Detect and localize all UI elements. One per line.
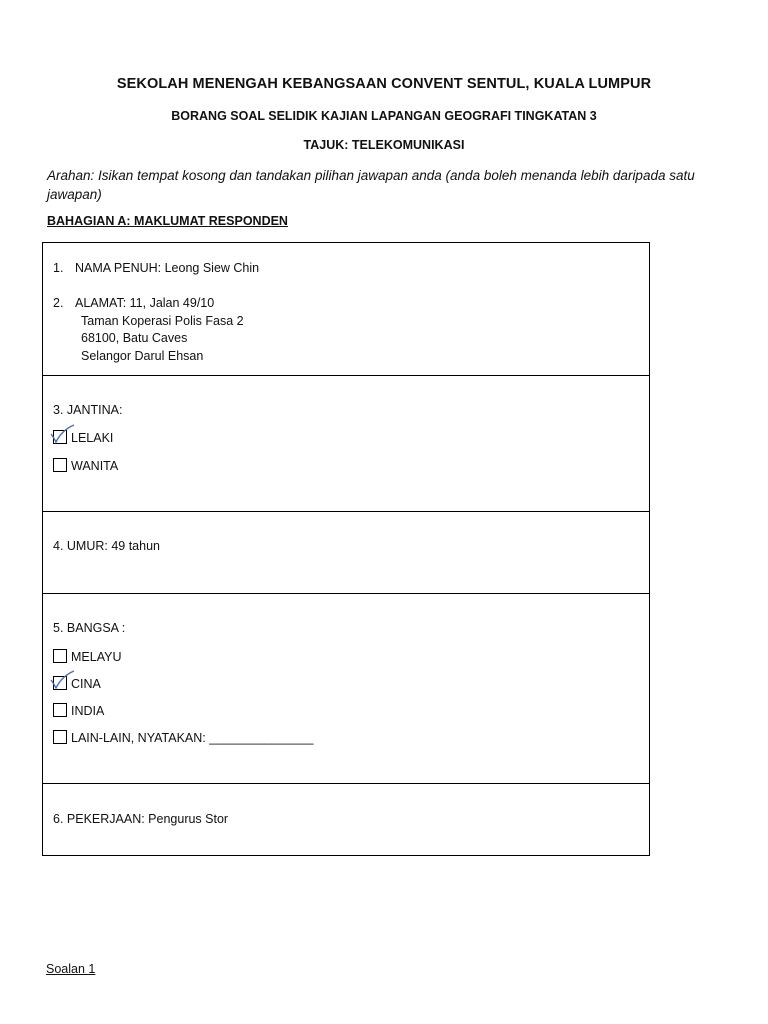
checkbox-lelaki[interactable] [53,430,67,444]
gender-label: 3. JANTINA: [53,403,123,417]
row-gender [43,376,649,512]
address-line-4[interactable]: Selangor Darul Ehsan [81,349,204,363]
form-title: BORANG SOAL SELIDIK KAJIAN LAPANGAN GEOGRAFI TINGKATAN 3 [171,109,597,123]
checkbox-others[interactable] [53,730,67,744]
address-line-1[interactable]: ALAMAT: 11, Jalan 49/10 [75,296,215,310]
row-occupation [43,784,649,855]
topic-title: TAJUK: TELEKOMUNIKASI [303,138,465,152]
school-name: SEKOLAH MENENGAH KEBANGSAAN CONVENT SENTUL, KUALA LUMPUR [116,76,652,92]
gender-option-lelaki[interactable]: LELAKI [53,430,113,446]
question-full-name: 1. NAMA PENUH: Leong Siew Chin [53,261,260,275]
row-race [43,594,649,784]
race-option-others[interactable]: LAIN-LAIN, NYATAKAN: _______________ [53,730,314,746]
instructions [47,166,707,204]
question-address: 2. ALAMAT: 11, Jalan 49/10 [53,296,215,310]
instructions-label: Arahan: [47,168,95,183]
address-line-2[interactable]: Taman Koperasi Polis Fasa 2 [81,314,244,328]
question-heading: Soalan 1 [46,962,96,976]
age-field[interactable]: 4. UMUR: 49 tahun [53,539,160,553]
respondent-form [42,242,650,856]
address-line-3[interactable]: 68100, Batu Caves [81,331,188,345]
checkbox-melayu[interactable] [53,649,67,663]
checkbox-india[interactable] [53,703,67,717]
gender-option-wanita[interactable]: WANITA [53,458,118,474]
row-name-address [43,243,649,376]
checkmark-icon [50,424,76,444]
occupation-field[interactable]: 6. PEKERJAAN: Pengurus Stor [53,812,229,826]
checkbox-wanita[interactable] [53,458,67,472]
instructions-text: Isikan tempat kosong dan tandakan pilihan jawapan anda (anda boleh menanda lebih daripada satu jawapan) [47,168,695,202]
row-age [43,512,649,594]
checkmark-icon [50,670,76,690]
race-label: 5. BANGSA : [53,621,126,635]
full-name-field[interactable]: NAMA PENUH: Leong Siew Chin [75,261,260,275]
race-option-melayu[interactable]: MELAYU [53,649,121,665]
checkbox-cina[interactable] [53,676,67,690]
race-option-india[interactable]: INDIA [53,703,104,719]
section-a-heading: BAHAGIAN A: MAKLUMAT RESPONDEN [47,214,288,228]
race-option-cina[interactable]: CINA [53,676,101,692]
